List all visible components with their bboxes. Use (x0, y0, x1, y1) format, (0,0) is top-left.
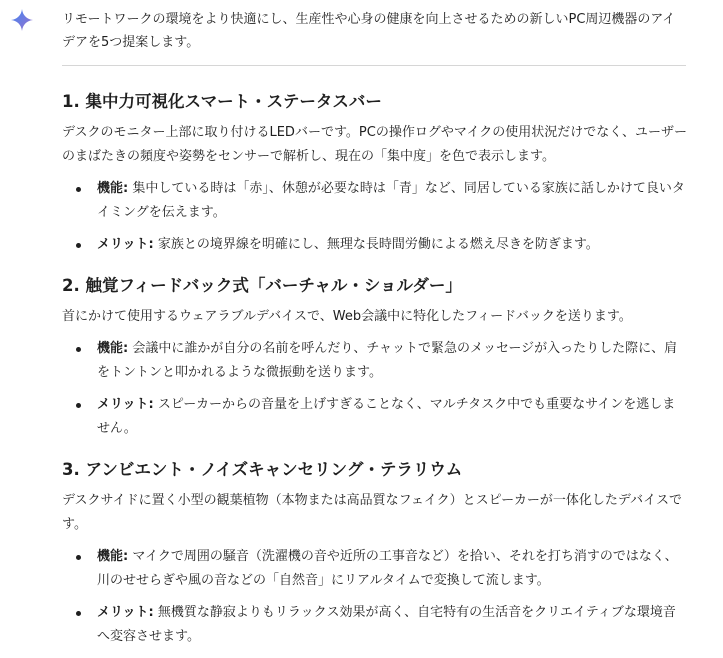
list-item (62, 233, 688, 257)
bullet-label: 機能: (97, 181, 129, 196)
section-heading: 1. 集中力可視化スマート・ステータスバー (62, 92, 382, 111)
section-description: 首にかけて使用するウェアラブルデバイスで、Web会議中に特化したフィードバックを送ります。 (62, 309, 632, 324)
bullet-text: 集中している時は「赤」、休憩が必要な時は「青」など、同居している家族に話しかけて良いタイミングを伝えます。 (97, 181, 685, 220)
sparkle-icon (11, 9, 33, 31)
bullet-text: 会議中に誰かが自分の名前を呼んだり、チャットで緊急のメッセージが入ったりした際に、肩をトントンと叩かれるような微振動を送ります。 (97, 341, 678, 380)
bullet-text: スピーカーからの音量を上げすぎることなく、マルチタスク中でも重要なサインを逃しません。 (97, 397, 676, 436)
bullet-text: 家族との境界線を明確にし、無理な長時間労働による燃え尽きを防ぎます。 (157, 237, 599, 252)
bullet-list (62, 545, 688, 649)
bullet-icon (76, 555, 81, 560)
section-heading: 3. アンビエント・ノイズキャンセリング・テラリウム (62, 460, 463, 479)
bullet-text: マイクで周囲の騒音（洗濯機の音や近所の工事音など）を拾い、それを打ち消すのではなく、川のせせらぎや風の音などの「自然音」にリアルタイムで変換して流します。 (97, 549, 678, 588)
section-heading: 2. 触覚フィードバック式「バーチャル・ショルダー」 (62, 276, 462, 295)
section-description: デスクのモニター上部に取り付けるLEDバーです。PCの操作ログやマイクの使用状況だけでなく、ユーザーのまばたきの頻度や姿勢をセンサーで解析し、現在の「集中度」を色で表示します。 (62, 125, 688, 164)
intro-paragraph: リモートワークの環境をより快適にし、生産性や心身の健康を向上させるための新しいPC周辺機器のアイデアを5つ提案します。 (62, 12, 676, 50)
bullet-label: 機能: (97, 549, 129, 564)
bullet-icon (76, 403, 81, 408)
bullet-label: メリット: (97, 237, 154, 252)
bullet-text: 無機質な静寂よりもリラックス効果が高く、自宅特有の生活音をクリエイティブな環境音へ変容させます。 (97, 605, 676, 644)
bullet-list (62, 177, 688, 257)
section-1 (62, 90, 688, 257)
response-content (62, 0, 688, 649)
section-description: デスクサイドに置く小型の観葉植物（本物または高品質なフェイク）とスピーカーが一体化したデバイスです。 (62, 493, 682, 532)
section-2 (62, 274, 688, 441)
bullet-icon (76, 243, 81, 248)
bullet-label: 機能: (97, 341, 129, 356)
divider (62, 65, 686, 66)
bullet-label: メリット: (97, 605, 154, 620)
list-item (62, 393, 688, 441)
bullet-icon (76, 611, 81, 616)
list-item (62, 177, 688, 225)
bullet-list (62, 337, 688, 441)
section-3 (62, 458, 688, 649)
bullet-label: メリット: (97, 397, 154, 412)
bullet-icon (76, 347, 81, 352)
list-item (62, 545, 688, 593)
list-item (62, 337, 688, 385)
list-item (62, 601, 688, 649)
bullet-icon (76, 187, 81, 192)
